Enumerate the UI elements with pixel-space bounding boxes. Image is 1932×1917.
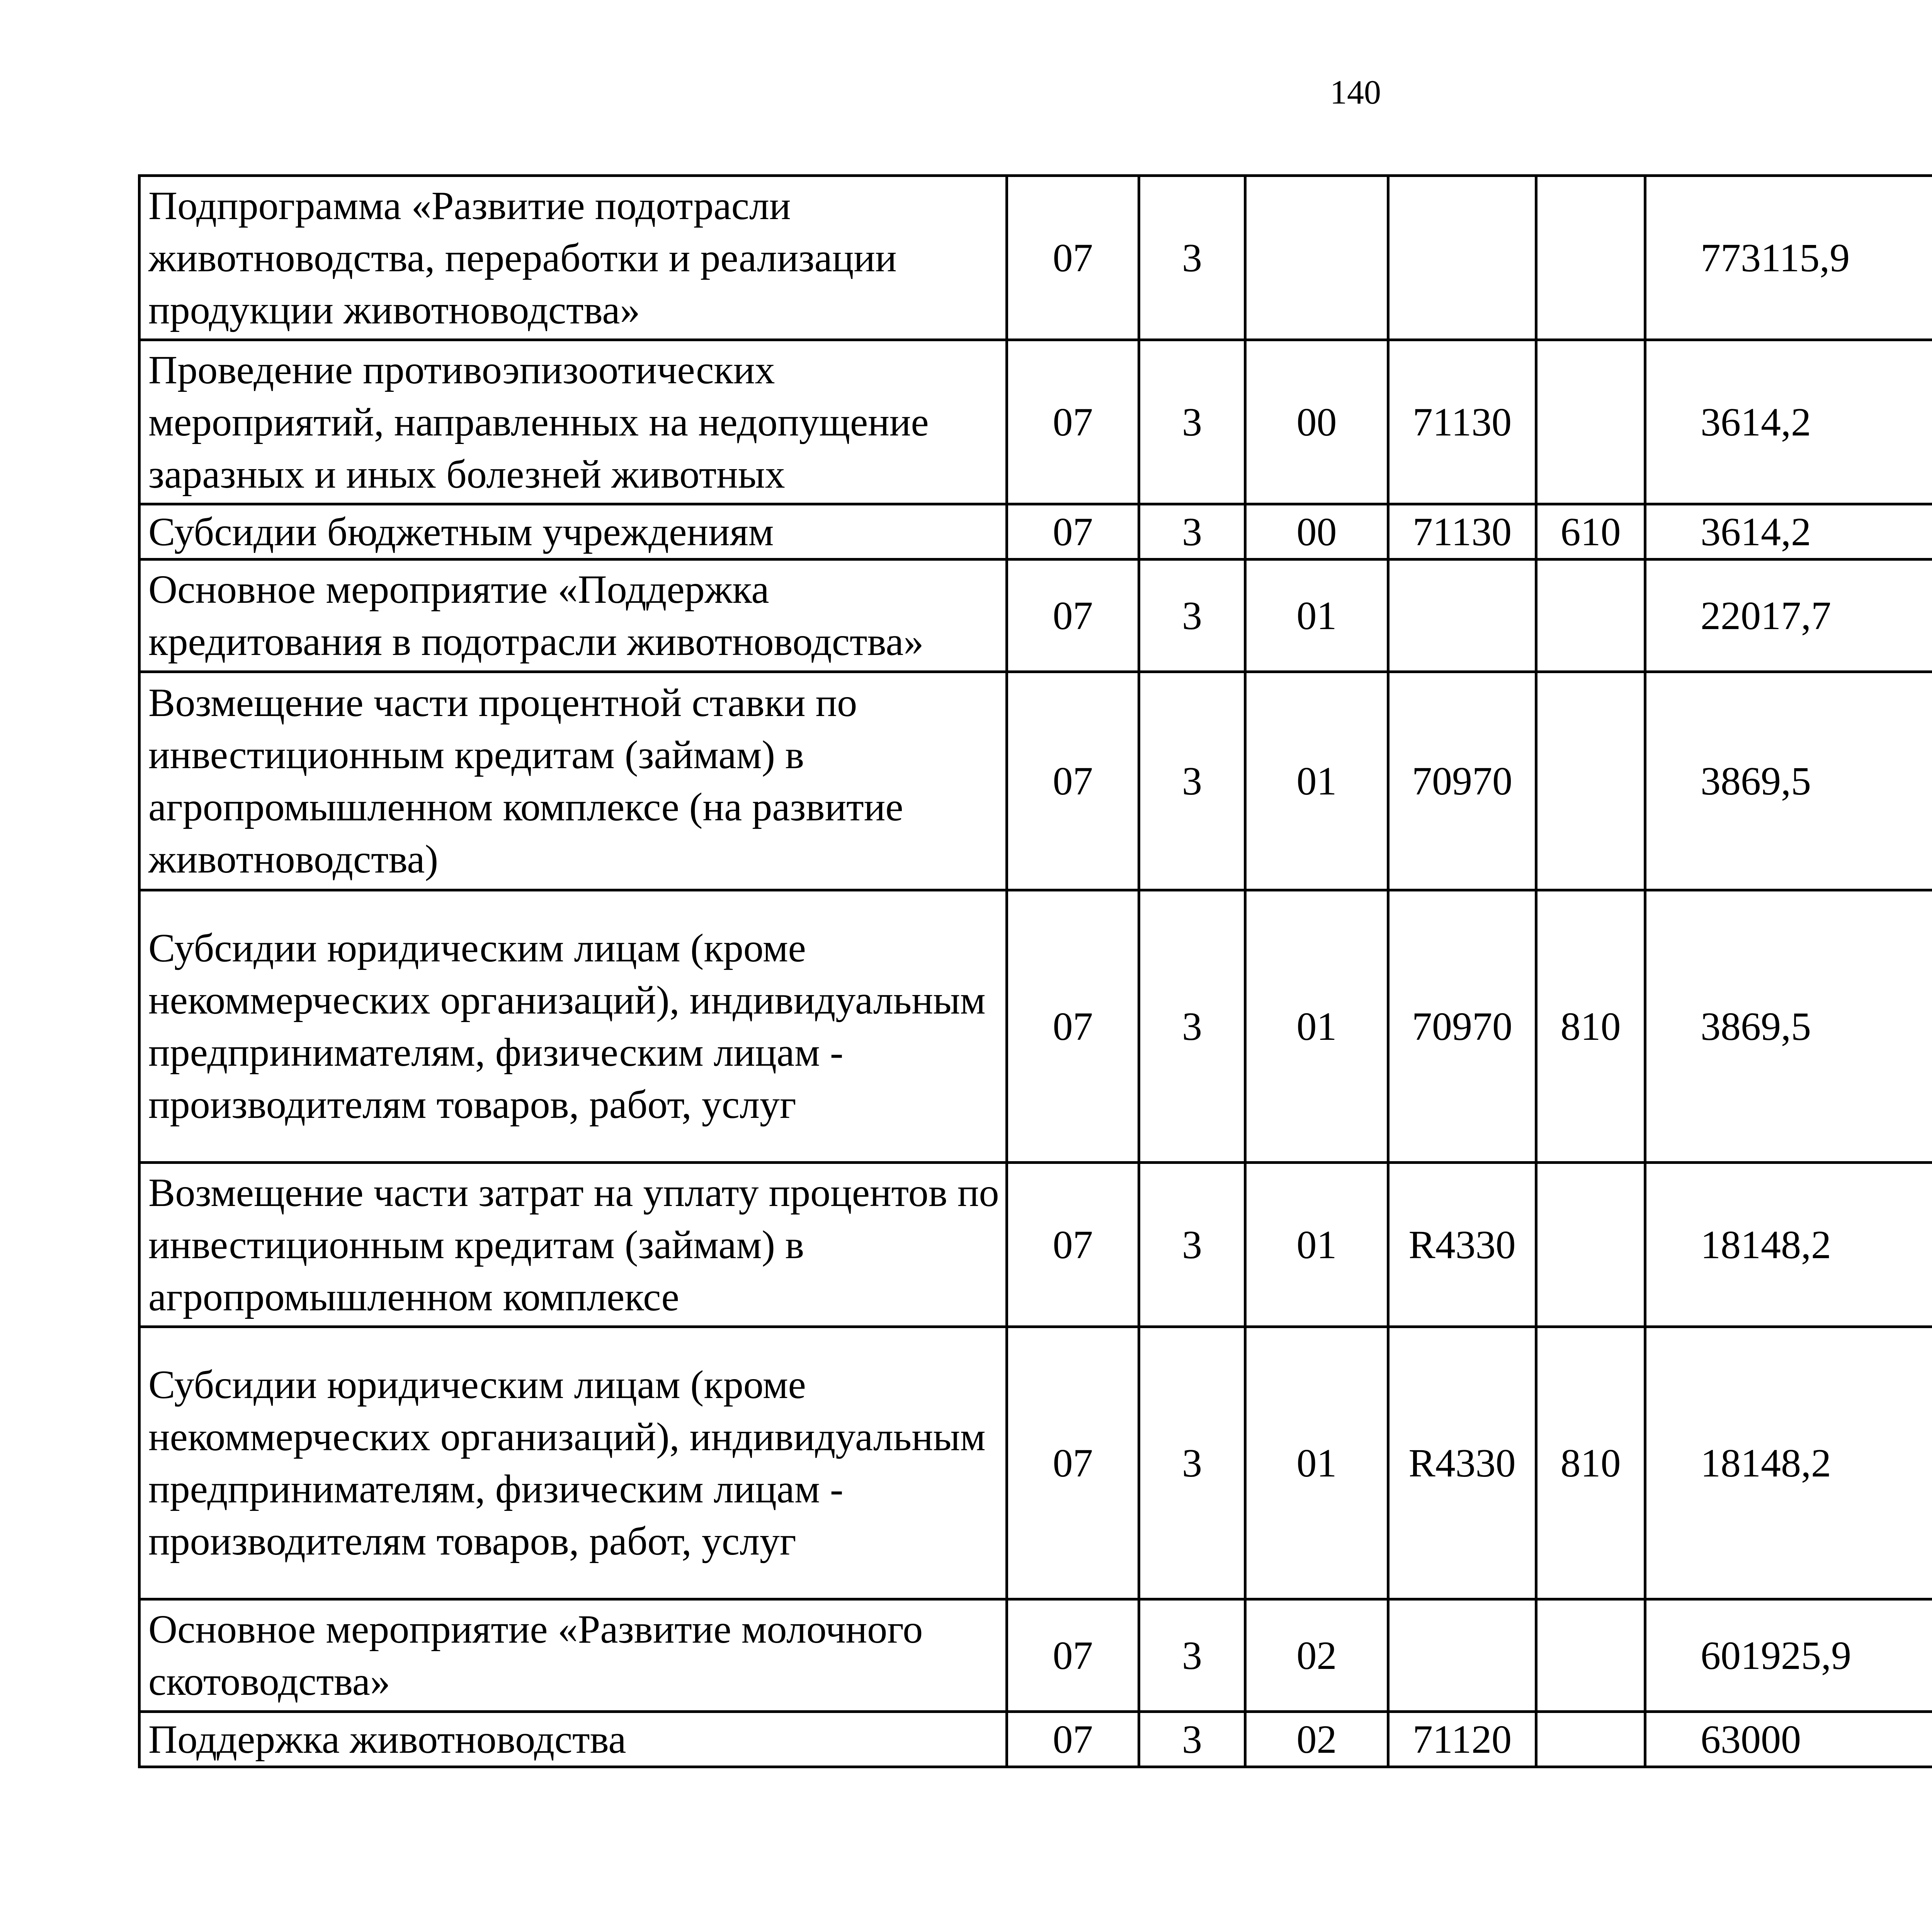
activity-code-cell [1245,176,1388,340]
year1-amount-cell: 18148,2 [1645,1163,1932,1327]
table-row [139,672,1932,890]
program-code-cell: 3 [1139,176,1245,340]
activity-code-cell: 02 [1245,1599,1388,1712]
table-row [139,890,1932,1163]
direction-code-cell: 71120 [1388,1712,1536,1767]
year1-amount-cell: 3869,5 [1645,672,1932,890]
table-row [139,504,1932,560]
row-name-cell: Основное мероприятие «Развитие молочного скотоводства» [139,1599,1007,1712]
ministry-code-cell: 07 [1007,560,1139,672]
activity-code-cell: 01 [1245,672,1388,890]
row-name-cell: Проведение противоэпизоотических мероприятий, направленных на недопущение заразных и иных болезней животных [139,340,1007,504]
row-name-cell: Поддержка животноводства [139,1712,1007,1767]
direction-code-cell [1388,560,1536,672]
direction-code-cell: 70970 [1388,672,1536,890]
year1-amount-cell: 601925,9 [1645,1599,1932,1712]
expense-type-cell [1536,176,1645,340]
expense-type-cell: 810 [1536,1327,1645,1599]
row-name-cell: Основное мероприятие «Поддержка кредитования в подотрасли животноводства» [139,560,1007,672]
row-name-cell: Подпрограмма «Развитие подотрасли животноводства, переработки и реализации продукции животноводства» [139,176,1007,340]
ministry-code-cell: 07 [1007,1327,1139,1599]
expense-type-cell [1536,340,1645,504]
expense-type-cell [1536,560,1645,672]
expense-type-cell: 810 [1536,890,1645,1163]
table-row [139,1327,1932,1599]
year1-amount-cell: 3614,2 [1645,504,1932,560]
table-row [139,1712,1932,1767]
ministry-code-cell: 07 [1007,340,1139,504]
program-code-cell: 3 [1139,504,1245,560]
year1-amount-cell: 18148,2 [1645,1327,1932,1599]
row-name-cell: Субсидии юридическим лицам (кроме некоммерческих организаций), индивидуальным предпринимателям, физическим лицам - производителям товаров, работ, услуг [139,890,1007,1163]
table-row [139,1163,1932,1327]
activity-code-cell: 01 [1245,560,1388,672]
program-code-cell: 3 [1139,1163,1245,1327]
program-code-cell: 3 [1139,890,1245,1163]
direction-code-cell: R4330 [1388,1327,1536,1599]
expense-type-cell: 610 [1536,504,1645,560]
activity-code-cell: 01 [1245,1327,1388,1599]
activity-code-cell: 02 [1245,1712,1388,1767]
direction-code-cell: 71130 [1388,340,1536,504]
ministry-code-cell: 07 [1007,504,1139,560]
year1-amount-cell: 63000 [1645,1712,1932,1767]
ministry-code-cell: 07 [1007,890,1139,1163]
table-row [139,560,1932,672]
activity-code-cell: 00 [1245,504,1388,560]
year1-amount-cell: 3869,5 [1645,890,1932,1163]
direction-code-cell: R4330 [1388,1163,1536,1327]
row-name-cell: Возмещение части затрат на уплату процентов по инвестиционным кредитам (займам) в агропромышленном комплексе [139,1163,1007,1327]
activity-code-cell: 01 [1245,1163,1388,1327]
direction-code-cell [1388,1599,1536,1712]
expense-type-cell [1536,1712,1645,1767]
table-row [139,340,1932,504]
expense-type-cell [1536,672,1645,890]
year1-amount-cell: 3614,2 [1645,340,1932,504]
expense-type-cell [1536,1163,1645,1327]
budget-table [138,174,1932,1768]
program-code-cell: 3 [1139,672,1245,890]
row-name-cell: Субсидии юридическим лицам (кроме некоммерческих организаций), индивидуальным предпринимателям, физическим лицам - производителям товаров, работ, услуг [139,1327,1007,1599]
ministry-code-cell: 07 [1007,1163,1139,1327]
ministry-code-cell: 07 [1007,1599,1139,1712]
table-row [139,176,1932,340]
program-code-cell: 3 [1139,1599,1245,1712]
activity-code-cell: 01 [1245,890,1388,1163]
program-code-cell: 3 [1139,1327,1245,1599]
year1-amount-cell: 22017,7 [1645,560,1932,672]
year1-amount-cell: 773115,9 [1645,176,1932,340]
page-number: 140 [1330,74,1381,111]
expense-type-cell [1536,1599,1645,1712]
ministry-code-cell: 07 [1007,176,1139,340]
row-name-cell: Возмещение части процентной ставки по инвестиционным кредитам (займам) в агропромышленном комплексе (на развитие животноводства) [139,672,1007,890]
program-code-cell: 3 [1139,560,1245,672]
direction-code-cell [1388,176,1536,340]
direction-code-cell: 71130 [1388,504,1536,560]
ministry-code-cell: 07 [1007,1712,1139,1767]
activity-code-cell: 00 [1245,340,1388,504]
direction-code-cell: 70970 [1388,890,1536,1163]
row-name-cell: Субсидии бюджетным учреждениям [139,504,1007,560]
ministry-code-cell: 07 [1007,672,1139,890]
program-code-cell: 3 [1139,1712,1245,1767]
table-row [139,1599,1932,1712]
program-code-cell: 3 [1139,340,1245,504]
